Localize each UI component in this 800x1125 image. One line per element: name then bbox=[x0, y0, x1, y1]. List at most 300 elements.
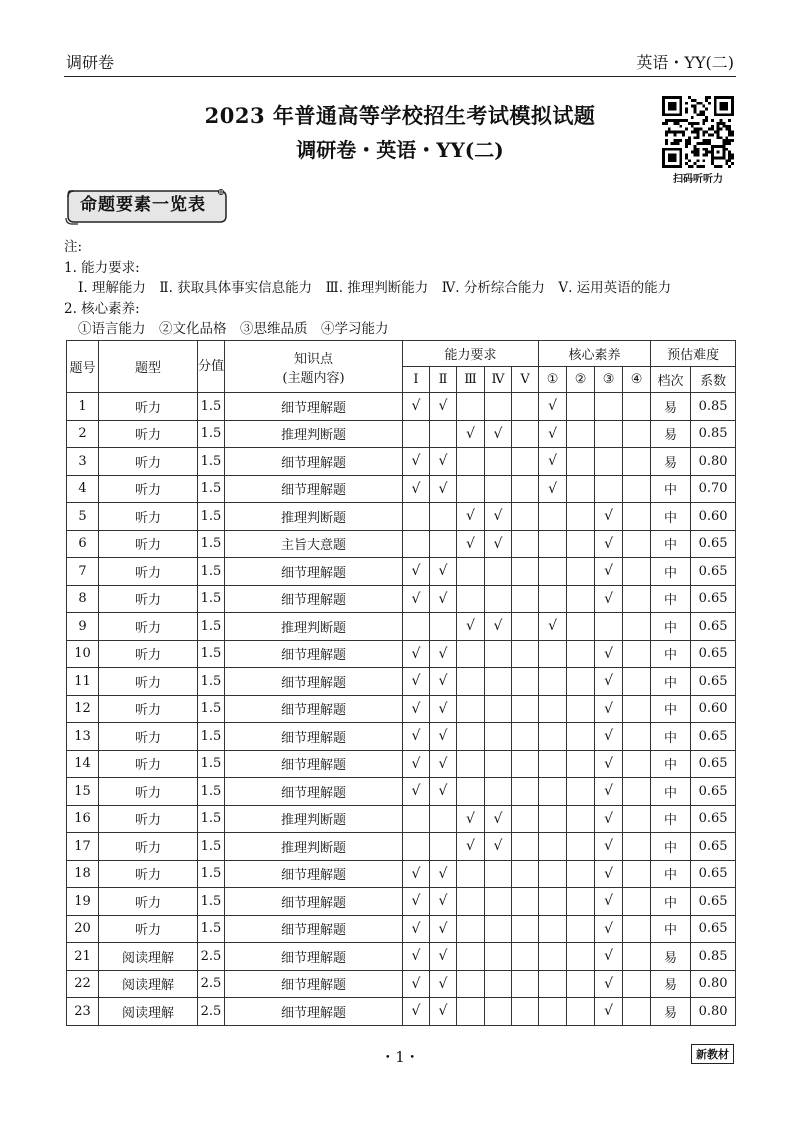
cell-core-4 bbox=[623, 640, 651, 668]
cell-core-1 bbox=[539, 558, 567, 586]
cell-ability-1: √ bbox=[403, 750, 430, 778]
cell-ability-3 bbox=[457, 888, 485, 916]
cell-ability-2: √ bbox=[430, 915, 457, 943]
cell-no: 1 bbox=[67, 393, 99, 421]
cell-ability-1 bbox=[403, 613, 430, 641]
table-row bbox=[67, 530, 736, 558]
table-row bbox=[67, 833, 736, 861]
cell-ability-4 bbox=[485, 778, 512, 806]
cell-ability-5 bbox=[512, 613, 539, 641]
cell-score: 1.5 bbox=[198, 860, 225, 888]
cell-type: 听力 bbox=[99, 640, 198, 668]
cell-ability-4 bbox=[485, 475, 512, 503]
cell-type: 阅读理解 bbox=[99, 943, 198, 971]
cell-score: 1.5 bbox=[198, 475, 225, 503]
cell-type: 听力 bbox=[99, 420, 198, 448]
cell-coefficient: 0.65 bbox=[691, 723, 736, 751]
cell-type: 听力 bbox=[99, 750, 198, 778]
cell-core-4 bbox=[623, 833, 651, 861]
cell-ability-2 bbox=[430, 613, 457, 641]
cell-type: 阅读理解 bbox=[99, 998, 198, 1026]
cell-ability-5 bbox=[512, 888, 539, 916]
cell-core-4 bbox=[623, 695, 651, 723]
cell-ability-5 bbox=[512, 503, 539, 531]
difficulty-col-1: 档次 bbox=[651, 367, 691, 393]
cell-core-2 bbox=[567, 750, 595, 778]
table-row bbox=[67, 970, 736, 998]
cell-ability-1: √ bbox=[403, 475, 430, 503]
cell-ability-4 bbox=[485, 750, 512, 778]
elements-table bbox=[66, 340, 736, 1026]
cell-core-2 bbox=[567, 998, 595, 1026]
cell-ability-3 bbox=[457, 723, 485, 751]
table-row bbox=[67, 915, 736, 943]
cell-coefficient: 0.65 bbox=[691, 860, 736, 888]
cell-type: 阅读理解 bbox=[99, 970, 198, 998]
cell-core-1 bbox=[539, 833, 567, 861]
cell-ability-2: √ bbox=[430, 558, 457, 586]
page-subtitle: 调研卷・英语・YY(二) bbox=[296, 138, 504, 162]
cell-core-2 bbox=[567, 613, 595, 641]
cell-type: 听力 bbox=[99, 915, 198, 943]
cell-core-1 bbox=[539, 640, 567, 668]
cell-level: 中 bbox=[651, 805, 691, 833]
cell-core-3 bbox=[595, 420, 623, 448]
cell-level: 易 bbox=[651, 943, 691, 971]
cell-level: 中 bbox=[651, 613, 691, 641]
notes-block bbox=[64, 237, 744, 340]
cell-core-3: √ bbox=[595, 503, 623, 531]
cell-ability-3: √ bbox=[457, 833, 485, 861]
cell-score: 2.5 bbox=[198, 943, 225, 971]
cell-knowledge: 推理判断题 bbox=[225, 805, 403, 833]
cell-ability-3 bbox=[457, 585, 485, 613]
cell-level: 中 bbox=[651, 860, 691, 888]
cell-knowledge: 细节理解题 bbox=[225, 860, 403, 888]
cell-no: 5 bbox=[67, 503, 99, 531]
cell-ability-3 bbox=[457, 695, 485, 723]
cell-ability-4 bbox=[485, 448, 512, 476]
core-col-4: ④ bbox=[623, 367, 651, 393]
cell-ability-2 bbox=[430, 503, 457, 531]
cell-type: 听力 bbox=[99, 778, 198, 806]
cell-core-2 bbox=[567, 393, 595, 421]
cell-score: 1.5 bbox=[198, 503, 225, 531]
cell-ability-3 bbox=[457, 970, 485, 998]
cell-ability-3 bbox=[457, 475, 485, 503]
cell-ability-5 bbox=[512, 420, 539, 448]
cell-score: 1.5 bbox=[198, 888, 225, 916]
cell-core-4 bbox=[623, 998, 651, 1026]
cell-type: 听力 bbox=[99, 585, 198, 613]
cell-type: 听力 bbox=[99, 805, 198, 833]
cell-ability-1: √ bbox=[403, 695, 430, 723]
cell-core-4 bbox=[623, 475, 651, 503]
table-row bbox=[67, 420, 736, 448]
cell-core-3: √ bbox=[595, 860, 623, 888]
cell-type: 听力 bbox=[99, 833, 198, 861]
cell-core-1 bbox=[539, 778, 567, 806]
cell-no: 22 bbox=[67, 970, 99, 998]
cell-level: 中 bbox=[651, 915, 691, 943]
cell-coefficient: 0.85 bbox=[691, 393, 736, 421]
cell-core-3: √ bbox=[595, 558, 623, 586]
cell-ability-1 bbox=[403, 503, 430, 531]
cell-ability-4: √ bbox=[485, 833, 512, 861]
cell-core-3: √ bbox=[595, 970, 623, 998]
cell-ability-5 bbox=[512, 640, 539, 668]
cell-core-3 bbox=[595, 613, 623, 641]
cell-ability-4 bbox=[485, 585, 512, 613]
cell-no: 20 bbox=[67, 915, 99, 943]
cell-core-3: √ bbox=[595, 750, 623, 778]
cell-ability-1: √ bbox=[403, 915, 430, 943]
cell-ability-5 bbox=[512, 558, 539, 586]
cell-ability-2: √ bbox=[430, 943, 457, 971]
cell-core-1: √ bbox=[539, 448, 567, 476]
cell-ability-4 bbox=[485, 915, 512, 943]
cell-ability-1: √ bbox=[403, 860, 430, 888]
core-col-2: ② bbox=[567, 367, 595, 393]
cell-core-2 bbox=[567, 723, 595, 751]
cell-core-3 bbox=[595, 475, 623, 503]
cell-ability-5 bbox=[512, 585, 539, 613]
cell-core-2 bbox=[567, 640, 595, 668]
cell-core-2 bbox=[567, 558, 595, 586]
cell-coefficient: 0.65 bbox=[691, 833, 736, 861]
cell-score: 1.5 bbox=[198, 558, 225, 586]
cell-ability-2 bbox=[430, 530, 457, 558]
notes-core-list: ①语言能力 ②文化品格 ③思维品质 ④学习能力 bbox=[78, 321, 389, 337]
cell-ability-3: √ bbox=[457, 613, 485, 641]
cell-core-2 bbox=[567, 805, 595, 833]
cell-type: 听力 bbox=[99, 475, 198, 503]
cell-core-4 bbox=[623, 613, 651, 641]
col-header-knowledge-main: 知识点 bbox=[293, 351, 333, 367]
cell-knowledge: 推理判断题 bbox=[225, 420, 403, 448]
cell-core-4 bbox=[623, 860, 651, 888]
cell-ability-5 bbox=[512, 805, 539, 833]
edition-tag: 新教材 bbox=[691, 1044, 734, 1064]
cell-knowledge: 细节理解题 bbox=[225, 723, 403, 751]
cell-core-4 bbox=[623, 915, 651, 943]
cell-ability-4 bbox=[485, 943, 512, 971]
header-right: 英语・YY(二) bbox=[636, 53, 734, 72]
cell-ability-3 bbox=[457, 393, 485, 421]
cell-core-2 bbox=[567, 448, 595, 476]
cell-ability-2: √ bbox=[430, 475, 457, 503]
cell-level: 易 bbox=[651, 998, 691, 1026]
cell-ability-3 bbox=[457, 998, 485, 1026]
cell-ability-5 bbox=[512, 860, 539, 888]
cell-core-2 bbox=[567, 943, 595, 971]
cell-level: 中 bbox=[651, 723, 691, 751]
cell-ability-4 bbox=[485, 888, 512, 916]
cell-core-4 bbox=[623, 448, 651, 476]
cell-ability-3: √ bbox=[457, 530, 485, 558]
cell-ability-5 bbox=[512, 778, 539, 806]
cell-ability-3 bbox=[457, 860, 485, 888]
cell-knowledge: 细节理解题 bbox=[225, 943, 403, 971]
cell-ability-2: √ bbox=[430, 723, 457, 751]
ability-col-3: Ⅲ bbox=[457, 367, 485, 393]
ability-col-2: Ⅱ bbox=[430, 367, 457, 393]
cell-core-2 bbox=[567, 420, 595, 448]
cell-coefficient: 0.60 bbox=[691, 695, 736, 723]
cell-ability-5 bbox=[512, 393, 539, 421]
cell-ability-3: √ bbox=[457, 420, 485, 448]
cell-core-4 bbox=[623, 750, 651, 778]
cell-no: 10 bbox=[67, 640, 99, 668]
cell-level: 中 bbox=[651, 888, 691, 916]
cell-level: 中 bbox=[651, 475, 691, 503]
cell-knowledge: 细节理解题 bbox=[225, 778, 403, 806]
section-badge bbox=[64, 188, 230, 226]
table-row bbox=[67, 668, 736, 696]
cell-ability-2: √ bbox=[430, 998, 457, 1026]
cell-score: 1.5 bbox=[198, 723, 225, 751]
cell-level: 中 bbox=[651, 668, 691, 696]
cell-type: 听力 bbox=[99, 723, 198, 751]
cell-core-2 bbox=[567, 503, 595, 531]
cell-type: 听力 bbox=[99, 530, 198, 558]
cell-score: 1.5 bbox=[198, 640, 225, 668]
cell-ability-4 bbox=[485, 860, 512, 888]
cell-no: 14 bbox=[67, 750, 99, 778]
cell-level: 中 bbox=[651, 585, 691, 613]
cell-no: 7 bbox=[67, 558, 99, 586]
cell-coefficient: 0.65 bbox=[691, 668, 736, 696]
cell-type: 听力 bbox=[99, 393, 198, 421]
cell-level: 易 bbox=[651, 970, 691, 998]
cell-ability-3 bbox=[457, 915, 485, 943]
cell-knowledge: 细节理解题 bbox=[225, 695, 403, 723]
cell-type: 听力 bbox=[99, 613, 198, 641]
cell-coefficient: 0.65 bbox=[691, 558, 736, 586]
cell-ability-4 bbox=[485, 640, 512, 668]
cell-core-4 bbox=[623, 943, 651, 971]
cell-core-4 bbox=[623, 393, 651, 421]
cell-ability-3: √ bbox=[457, 805, 485, 833]
cell-coefficient: 0.85 bbox=[691, 420, 736, 448]
cell-no: 17 bbox=[67, 833, 99, 861]
cell-core-2 bbox=[567, 668, 595, 696]
cell-core-3: √ bbox=[595, 585, 623, 613]
section-badge-label: 命题要素一览表 bbox=[80, 195, 206, 215]
cell-level: 中 bbox=[651, 833, 691, 861]
cell-core-3: √ bbox=[595, 805, 623, 833]
cell-score: 2.5 bbox=[198, 998, 225, 1026]
cell-level: 中 bbox=[651, 640, 691, 668]
cell-core-3: √ bbox=[595, 888, 623, 916]
page-title: 2023 年普通高等学校招生考试模拟试题 bbox=[204, 103, 596, 128]
cell-core-1: √ bbox=[539, 393, 567, 421]
cell-ability-1: √ bbox=[403, 888, 430, 916]
cell-ability-2: √ bbox=[430, 778, 457, 806]
cell-ability-5 bbox=[512, 695, 539, 723]
cell-core-4 bbox=[623, 420, 651, 448]
cell-coefficient: 0.65 bbox=[691, 530, 736, 558]
difficulty-col-2: 系数 bbox=[691, 367, 736, 393]
cell-ability-5 bbox=[512, 998, 539, 1026]
table-row bbox=[67, 888, 736, 916]
cell-core-2 bbox=[567, 530, 595, 558]
cell-no: 11 bbox=[67, 668, 99, 696]
cell-ability-3 bbox=[457, 778, 485, 806]
table-row bbox=[67, 613, 736, 641]
col-header-score: 分值 bbox=[198, 341, 225, 393]
col-header-ability: 能力要求 bbox=[403, 341, 539, 367]
cell-core-1: √ bbox=[539, 420, 567, 448]
cell-ability-4: √ bbox=[485, 420, 512, 448]
header-left: 调研卷 bbox=[66, 53, 115, 72]
cell-knowledge: 细节理解题 bbox=[225, 750, 403, 778]
table-row bbox=[67, 558, 736, 586]
cell-score: 1.5 bbox=[198, 805, 225, 833]
cell-ability-2: √ bbox=[430, 448, 457, 476]
notes-ability-list: Ⅰ. 理解能力 Ⅱ. 获取具体事实信息能力 Ⅲ. 推理判断能力 Ⅳ. 分析综合能力 Ⅴ. 运用英语的能力 bbox=[78, 280, 672, 296]
cell-coefficient: 0.80 bbox=[691, 970, 736, 998]
cell-ability-4 bbox=[485, 723, 512, 751]
cell-ability-3 bbox=[457, 640, 485, 668]
cell-no: 13 bbox=[67, 723, 99, 751]
cell-coefficient: 0.65 bbox=[691, 805, 736, 833]
cell-core-1 bbox=[539, 998, 567, 1026]
cell-core-3: √ bbox=[595, 530, 623, 558]
cell-knowledge: 细节理解题 bbox=[225, 475, 403, 503]
cell-core-1 bbox=[539, 970, 567, 998]
cell-core-2 bbox=[567, 475, 595, 503]
cell-score: 2.5 bbox=[198, 970, 225, 998]
cell-core-3: √ bbox=[595, 640, 623, 668]
cell-type: 听力 bbox=[99, 668, 198, 696]
cell-ability-4: √ bbox=[485, 805, 512, 833]
cell-ability-2: √ bbox=[430, 970, 457, 998]
cell-level: 中 bbox=[651, 530, 691, 558]
ability-col-5: Ⅴ bbox=[512, 367, 539, 393]
col-header-type: 题型 bbox=[99, 341, 198, 393]
table-row bbox=[67, 943, 736, 971]
cell-core-1 bbox=[539, 860, 567, 888]
cell-knowledge: 细节理解题 bbox=[225, 888, 403, 916]
cell-score: 1.5 bbox=[198, 530, 225, 558]
cell-ability-5 bbox=[512, 750, 539, 778]
table-row bbox=[67, 475, 736, 503]
cell-coefficient: 0.60 bbox=[691, 503, 736, 531]
core-col-3: ③ bbox=[595, 367, 623, 393]
cell-ability-4 bbox=[485, 998, 512, 1026]
cell-core-3: √ bbox=[595, 723, 623, 751]
cell-ability-4 bbox=[485, 393, 512, 421]
cell-core-4 bbox=[623, 723, 651, 751]
cell-ability-3 bbox=[457, 750, 485, 778]
cell-score: 1.5 bbox=[198, 613, 225, 641]
cell-core-1: √ bbox=[539, 613, 567, 641]
cell-core-3 bbox=[595, 448, 623, 476]
cell-core-2 bbox=[567, 585, 595, 613]
cell-core-2 bbox=[567, 695, 595, 723]
cell-no: 9 bbox=[67, 613, 99, 641]
cell-core-4 bbox=[623, 805, 651, 833]
ability-col-4: Ⅳ bbox=[485, 367, 512, 393]
table-row bbox=[67, 448, 736, 476]
cell-core-1 bbox=[539, 888, 567, 916]
notes-core-heading: 2. 核心素养: bbox=[64, 300, 140, 317]
core-col-1: ① bbox=[539, 367, 567, 393]
cell-ability-3: √ bbox=[457, 503, 485, 531]
col-header-difficulty: 预估难度 bbox=[651, 341, 736, 367]
cell-score: 1.5 bbox=[198, 393, 225, 421]
cell-ability-5 bbox=[512, 943, 539, 971]
cell-knowledge: 细节理解题 bbox=[225, 640, 403, 668]
cell-ability-2: √ bbox=[430, 393, 457, 421]
cell-knowledge: 推理判断题 bbox=[225, 833, 403, 861]
cell-core-4 bbox=[623, 530, 651, 558]
cell-type: 听力 bbox=[99, 860, 198, 888]
cell-core-2 bbox=[567, 888, 595, 916]
cell-type: 听力 bbox=[99, 558, 198, 586]
cell-core-2 bbox=[567, 970, 595, 998]
cell-ability-1: √ bbox=[403, 668, 430, 696]
cell-core-2 bbox=[567, 778, 595, 806]
cell-coefficient: 0.65 bbox=[691, 640, 736, 668]
cell-ability-4: √ bbox=[485, 613, 512, 641]
header-rule bbox=[64, 76, 736, 77]
cell-no: 21 bbox=[67, 943, 99, 971]
cell-ability-2: √ bbox=[430, 695, 457, 723]
qr-block bbox=[660, 96, 736, 185]
cell-ability-1: √ bbox=[403, 723, 430, 751]
cell-ability-1: √ bbox=[403, 393, 430, 421]
cell-ability-1: √ bbox=[403, 640, 430, 668]
cell-coefficient: 0.65 bbox=[691, 888, 736, 916]
cell-level: 易 bbox=[651, 420, 691, 448]
cell-core-3: √ bbox=[595, 833, 623, 861]
cell-type: 听力 bbox=[99, 448, 198, 476]
cell-ability-5 bbox=[512, 915, 539, 943]
cell-ability-4 bbox=[485, 970, 512, 998]
cell-no: 18 bbox=[67, 860, 99, 888]
cell-knowledge: 细节理解题 bbox=[225, 585, 403, 613]
notes-label: 注: bbox=[64, 239, 83, 255]
table-row bbox=[67, 393, 736, 421]
cell-ability-1: √ bbox=[403, 970, 430, 998]
cell-ability-2 bbox=[430, 833, 457, 861]
cell-score: 1.5 bbox=[198, 448, 225, 476]
cell-coefficient: 0.70 bbox=[691, 475, 736, 503]
table-row bbox=[67, 723, 736, 751]
cell-core-2 bbox=[567, 833, 595, 861]
cell-ability-1: √ bbox=[403, 448, 430, 476]
cell-coefficient: 0.65 bbox=[691, 778, 736, 806]
cell-core-4 bbox=[623, 888, 651, 916]
cell-core-4 bbox=[623, 778, 651, 806]
cell-ability-2: √ bbox=[430, 860, 457, 888]
cell-ability-5 bbox=[512, 723, 539, 751]
cell-core-3: √ bbox=[595, 943, 623, 971]
cell-level: 易 bbox=[651, 448, 691, 476]
cell-ability-1: √ bbox=[403, 998, 430, 1026]
cell-score: 1.5 bbox=[198, 585, 225, 613]
cell-ability-5 bbox=[512, 448, 539, 476]
cell-no: 23 bbox=[67, 998, 99, 1026]
cell-core-1 bbox=[539, 585, 567, 613]
cell-ability-5 bbox=[512, 833, 539, 861]
col-header-knowledge bbox=[225, 341, 403, 393]
cell-core-3: √ bbox=[595, 998, 623, 1026]
cell-coefficient: 0.85 bbox=[691, 943, 736, 971]
cell-no: 8 bbox=[67, 585, 99, 613]
